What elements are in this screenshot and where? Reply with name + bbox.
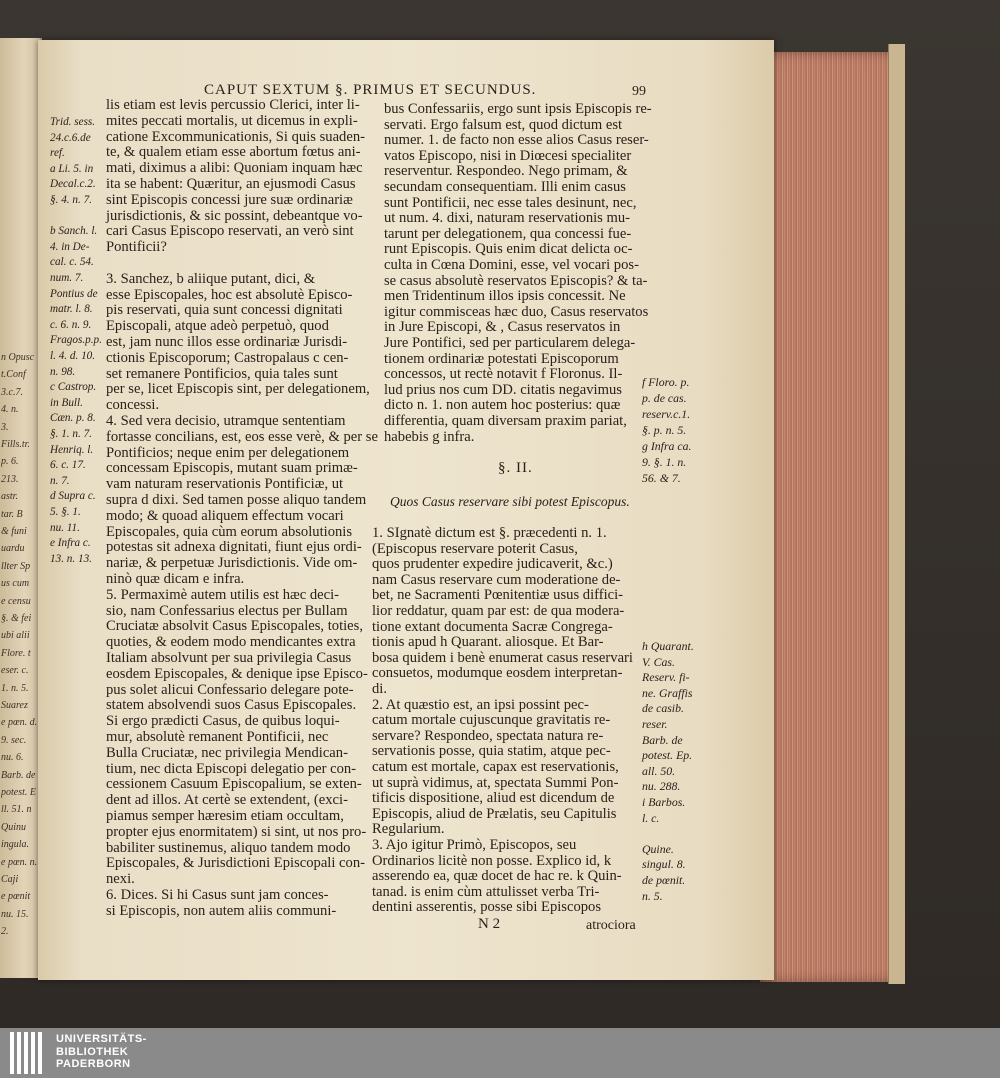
margin-note: nu. 11.	[50, 521, 80, 534]
margin-note: §. p. n. 5.	[642, 423, 687, 437]
left-page-fragment: astr.	[1, 491, 18, 503]
text-line: 2. At quæstio est, an ipsi possint pec-	[372, 696, 589, 713]
text-line: culta in Cœna Domini, esse, vel vocari pos-	[384, 257, 639, 273]
left-page-fragment: e pœn. n.	[1, 856, 38, 868]
text-line: modo; & quoad aliquem effectum vocari	[106, 507, 344, 524]
text-line: tanad. is enim cùm attulisset verba Tri-	[372, 883, 600, 900]
left-page-fragment: Quinu	[1, 821, 26, 833]
text-line: Ordinarios licitè non posse. Explico id, k	[372, 852, 612, 869]
left-page-fragment: 1. n. 5.	[1, 682, 29, 694]
left-page-fragment: Barb. de	[1, 769, 36, 781]
signature-mark: N 2	[478, 916, 501, 932]
margin-note: ref.	[50, 147, 65, 160]
text-line: bus Confessariis, ergo sunt ipsis Episcopis re-	[384, 101, 652, 117]
text-line: Si ergo prædicti Casus, de quibus loqui-	[106, 713, 340, 730]
text-line: di.	[372, 681, 387, 697]
text-line: quos prudenter expedire judicaverit, &c.)	[372, 556, 613, 573]
left-page-fragment: nu. 6.	[1, 752, 24, 764]
text-line: bosa quidem i benè enumerat casus reservari	[372, 649, 633, 666]
text-line: sio, nam Confessarius electus per Bullam	[106, 602, 348, 619]
text-line: in Jure Episcopi, & , Casus reservatos in	[384, 319, 621, 336]
left-page-fragment: ubi alii	[1, 630, 30, 642]
margin-note: Pontius de	[50, 287, 98, 300]
text-line: 3. Sanchez, b aliique putant, dici, &	[106, 270, 316, 287]
margin-note: f Floro. p.	[642, 375, 690, 389]
margin-note: c Castrop.	[50, 381, 97, 394]
text-line: sint Episcopis concessi jure suæ ordinariæ	[106, 191, 353, 208]
left-page-fragment: eser. c.	[1, 665, 29, 677]
text-line: servationis posse, quia statim, atque pec-	[372, 743, 611, 760]
left-page-fragment: t.Conf	[1, 369, 26, 381]
text-line: concessos, ut rectè notavit f Floronus. Il-	[384, 366, 623, 383]
margin-note: §. 4. n. 7.	[50, 194, 92, 206]
text-line: esse Episcopales, hoc est absolutè Episco-	[106, 286, 353, 303]
left-page-fragment: e pœn. d.	[1, 717, 38, 729]
margin-note: g Infra ca.	[642, 439, 692, 453]
text-line: nexi.	[106, 871, 135, 888]
text-line: servare? Respondeo, spectata natura re-	[372, 727, 604, 744]
text-line: si Episcopis, non autem aliis communi-	[106, 902, 337, 919]
left-page-fragment: e censu	[1, 595, 31, 607]
text-line: piamus semper hæresim etiam occultam,	[106, 808, 344, 824]
left-page-fragment: 2.	[1, 926, 9, 938]
text-line: Pontificios; neque enim per delegationem	[106, 444, 350, 461]
text-line: tificis dispositione, aliud est dicendum de	[372, 790, 615, 807]
text-line: jurisdictionis, & sic possint, debeantque vo-	[106, 207, 363, 224]
text-line: catione Excommunicationis, Si quis suaden-	[106, 128, 365, 145]
book-page	[38, 40, 774, 980]
margin-note: nu. 288.	[642, 779, 681, 794]
margin-note: n. 5.	[642, 888, 663, 903]
left-page-fragment: 3.	[1, 421, 9, 433]
text-line: asserendo ea, quæ docet de hac re. k Quin-	[372, 868, 622, 885]
section-heading: §. II.	[498, 460, 533, 476]
text-line: mati, diximus a alibi: Quoniam inquam hæc	[106, 160, 363, 177]
text-line: dentini asserentis, posse sibi Episcopos	[372, 899, 602, 916]
left-page-fragment: 213.	[1, 473, 19, 485]
margin-note: e Infra c.	[50, 537, 91, 550]
left-page-fragment: Fills.tr.	[1, 439, 30, 450]
margin-note: Reserv. fi-	[642, 670, 690, 685]
margin-note: de pœnit.	[642, 873, 686, 887]
left-page-sliver	[0, 38, 42, 978]
margin-note: Fragos.p.p.	[50, 334, 102, 347]
text-line: servati. Ergo falsum est, quod dictum est	[384, 116, 623, 133]
text-line: tarunt per delegationem, qua concessi fue-	[384, 225, 632, 242]
text-line: 3. Ajo igitur Primò, Episcopos, seu	[372, 837, 577, 853]
left-page-fragment: us cum	[1, 578, 30, 590]
text-line: pus solet alicui Confessario delegare pote-	[106, 681, 354, 698]
text-line: Episcopali, atque adeò perpetuò, quod	[106, 318, 329, 335]
text-line: secundam consequentiam. Illi enim casus	[384, 179, 626, 195]
text-line: Episcopis, aliud de Prælatis, seu Capitulis	[372, 805, 617, 822]
text-line: cari Casus Episcopo reservati, an verò sint	[106, 223, 354, 240]
margin-note: i Barbos.	[642, 795, 686, 809]
text-line: differentia, quam diversam praxim pariat,	[384, 413, 627, 429]
margin-note: reser.	[642, 717, 668, 731]
margin-note: h Quarant.	[642, 639, 694, 653]
margin-note: 24.c.6.de	[50, 131, 91, 144]
left-page-fragment: Caji	[1, 874, 19, 885]
text-line: vam naturam reservationis Pontificiæ, ut	[106, 476, 344, 493]
margin-note: l. c.	[642, 810, 660, 825]
text-line: sunt Pontificii, nec esse tales desinunt, nec,	[384, 194, 637, 211]
margin-note: n. 98.	[50, 365, 76, 378]
text-line: te, & qualem etiam esse abortum fœtus ani-	[106, 144, 361, 161]
text-line: tionis apud h Quarant. aliosque. Et Bar-	[372, 634, 604, 651]
margin-note: V. Cas.	[642, 654, 675, 669]
text-line: Italiam absolvunt per sua privilegia Casus	[106, 650, 352, 666]
text-line: (Episcopus reservare poterit Casus,	[372, 540, 578, 557]
text-line: fortasse concilians, est, eos esse verè, & per se	[106, 428, 378, 445]
library-footer	[0, 1028, 1000, 1078]
left-page-fragment: §. & fei	[1, 613, 32, 624]
logo-line: BIBLIOTHEK	[56, 1045, 129, 1058]
text-line: babiliter sustinemus, aliquo tandem modo	[106, 839, 351, 856]
text-line: Episcopales, quia cùm eorum absolutionis	[106, 523, 353, 540]
margin-note: d Supra c.	[50, 490, 96, 503]
margin-note: reserv.c.1.	[642, 407, 691, 421]
left-page-fragment: ingula.	[1, 839, 30, 851]
text-line: dent ad illos. At certè se extendent, (exci-	[106, 792, 348, 809]
text-line: catum mortale cujuscunque gravitatis re-	[372, 712, 611, 729]
margin-note: singul. 8.	[642, 857, 686, 872]
margin-note: 5. §. 1.	[50, 506, 81, 518]
margin-note: Henriq. l.	[50, 443, 94, 456]
text-line: bet, ne Sacramenti Pœnitentiæ usus diffici-	[372, 587, 624, 604]
text-line: quoties, & eodem modo mendicantes extra	[106, 634, 356, 651]
text-line: ut suprà vidimus, at, spectata Summi Pon-	[372, 774, 619, 791]
text-line: concessam Episcopis, mutant suam primæ-	[106, 460, 358, 477]
left-page-fragment: 9. sec.	[1, 734, 27, 746]
margin-note: Trid. sess.	[50, 116, 96, 128]
margin-note: cal. c. 54.	[50, 256, 94, 269]
text-line: habebis g infra.	[384, 428, 475, 445]
text-line: supra d dixi. Sed tamen posse aliquo tandem	[106, 492, 367, 508]
margin-note: 9. §. 1. n.	[642, 455, 687, 469]
library-logo-icon	[10, 1032, 50, 1074]
text-line: propter ejus enormitatem) si sint, ut nos pro-	[106, 823, 367, 840]
text-line: Jure Pontifici, sed per particularem delega-	[384, 335, 636, 351]
page-number: 99	[632, 84, 646, 99]
text-line: runt Episcopis. Quis enim dicat delicta oc-	[384, 241, 633, 258]
margin-note: 6. c. 17.	[50, 459, 86, 472]
margin-note: p. de cas.	[642, 391, 687, 405]
left-page-fragment: nu. 15.	[1, 908, 29, 920]
catchword: atrociora	[586, 918, 636, 933]
running-head: CAPUT SEXTUM §. PRIMUS ET SECUNDUS.	[204, 82, 537, 98]
text-line: ninò quæ dicam e infra.	[106, 571, 245, 587]
text-line: lior reddatur, quam par est: de qua modera-	[372, 603, 625, 619]
text-line: ita se habent: Quæritur, an ejusmodi Casus	[106, 176, 356, 192]
text-line: catum est mortale, capax est reservationis,	[372, 759, 619, 775]
margin-note: §. 1. n. 7.	[50, 428, 92, 440]
left-page-fragment: ll. 51. n	[1, 804, 32, 816]
text-line: Cruciatæ absolvit Casus Episcopales, toties,	[106, 618, 363, 635]
text-line: tionem ordinariæ potestati Episcoporum	[384, 350, 619, 367]
margin-note: Quine.	[642, 841, 674, 856]
margin-note: all. 50.	[642, 763, 676, 778]
text-line: lis etiam est levis percussio Clerici, inter li-	[106, 97, 360, 113]
library-logo-text	[56, 1033, 147, 1071]
text-line: tium, nec dicta Episcopi delegatio per con-	[106, 760, 357, 777]
book-page-edges	[760, 52, 901, 982]
text-line: Bulla Cruciatæ, nec privilegia Mendican-	[106, 744, 348, 761]
margin-note: Decal.c.2.	[50, 178, 96, 191]
logo-line: PADERBORN	[56, 1058, 131, 1070]
text-line: potestas sit adnexa dignitati, fiunt ejus ordi-	[106, 539, 362, 556]
left-page-fragment: llter Sp	[1, 560, 31, 572]
left-page-fragment: n Opusc	[1, 352, 35, 363]
left-page-fragment: & funi	[1, 526, 27, 537]
text-line: ctionis Episcoporum; Castropalaus c cen-	[106, 349, 349, 366]
margin-note: de casib.	[642, 701, 684, 716]
text-line: eosdem Episcopales, & denique ipse Episco-	[106, 665, 368, 682]
text-line: se casus absolutè reservatos Episcopis? & ta-	[384, 272, 648, 289]
left-page-fragment: potest. E	[1, 787, 36, 798]
left-page-fragment: 4. n.	[1, 404, 19, 416]
margin-note: potest. Ep.	[642, 748, 693, 763]
book-cover-edge	[888, 44, 905, 984]
text-line: Pontificii?	[106, 239, 167, 256]
margin-note: l. 4. d. 10.	[50, 350, 96, 362]
left-page-fragment: 3.c.7.	[1, 386, 23, 398]
text-line: set remanere Pontificios, quia tales sunt	[106, 365, 338, 382]
text-line: Regularium.	[372, 821, 445, 838]
margin-note: Cæn. p. 8.	[50, 412, 96, 425]
left-page-fragment: p. 6.	[1, 456, 19, 468]
text-line: numer. 1. de facto non esse alios Casus reser-	[384, 132, 649, 149]
left-page-fragment: tar. B	[1, 508, 23, 520]
margin-note: in Bull.	[50, 396, 83, 409]
text-line: 4. Sed vera decisio, utramque sententiam	[106, 413, 346, 429]
text-line: nariæ, & perpetuæ Jurisdictionis. Vide om-	[106, 555, 358, 572]
section-subtitle: Quos Casus reservare sibi potest Episcopus.	[390, 494, 630, 509]
text-line: ut num. 4. dixi, naturam reservationis mu-	[384, 210, 631, 227]
text-line: igitur commisceas hæc duo, Casus reservatos	[384, 303, 649, 320]
text-line: nam Casus reservare cum moderatione de-	[372, 571, 621, 588]
margin-note: c. 6. n. 9.	[50, 318, 92, 331]
left-page-fragment: uardu	[1, 543, 25, 555]
text-line: men Tridentinum illos ipsis concessit. Ne	[384, 288, 626, 305]
text-line: pis reservati, quia sunt concessi dignitati	[106, 302, 343, 319]
text-line: cessionem Casuum Episcopalium, se exten-	[106, 776, 362, 793]
text-line: mites peccati mortalis, ut dicemus in expli-	[106, 112, 358, 129]
text-line: vatos Episcopo, nisi in Diœcesi specialiter	[384, 147, 632, 164]
margin-note: ne. Graffis	[642, 685, 693, 700]
text-line: mur, absolutè remanent Pontificii, nec	[106, 729, 329, 745]
text-line: est, jam nunc illos esse ordinariæ Jurisdi-	[106, 334, 348, 350]
text-line: reserventur. Respondeo. Nego primam, &	[384, 163, 628, 180]
margin-note: num. 7.	[50, 272, 84, 284]
margin-note: Barb. de	[642, 732, 683, 747]
left-page-fragment: e pœnit	[1, 891, 31, 903]
margin-note: n. 7.	[50, 474, 70, 487]
text-line: lud prius nos cum DD. citatis negavimus	[384, 381, 622, 398]
margin-note: 4. in De-	[50, 240, 90, 253]
text-line: concessi.	[106, 397, 160, 414]
text-line: dicto n. 1. non autem hoc posterius: quæ	[384, 397, 621, 414]
text-line: statem absolvendi suos Casus Episcopales.	[106, 697, 357, 714]
text-line: per se, licet Episcopis sint, per delegationem,	[106, 381, 370, 398]
margin-note: b Sanch. l.	[50, 225, 98, 238]
text-line: 1. SIgnatè dictum est §. præcedenti n. 1.	[372, 525, 607, 541]
text-line: consuetos, modumque eosdem interpretan-	[372, 665, 623, 682]
left-page-fragment: Suarez	[1, 700, 28, 711]
left-page-fragment: Flore. t	[1, 647, 31, 659]
margin-note: 56. & 7.	[642, 471, 681, 485]
text-line: 6. Dices. Si hi Casus sunt jam conces-	[106, 887, 329, 903]
margin-note: 13. n. 13.	[50, 552, 92, 565]
logo-line: UNIVERSITÄTS-	[56, 1033, 147, 1045]
margin-note: matr. l. 8.	[50, 303, 93, 316]
text-line: tione extant documenta Sacræ Congrega-	[372, 618, 613, 635]
margin-note: a Li. 5. in	[50, 162, 94, 175]
text-line: 5. Permaximè autem utilis est hæc deci-	[106, 586, 340, 603]
text-line: Episcopales, & Jurisdictioni Episcopali con-	[106, 855, 365, 872]
